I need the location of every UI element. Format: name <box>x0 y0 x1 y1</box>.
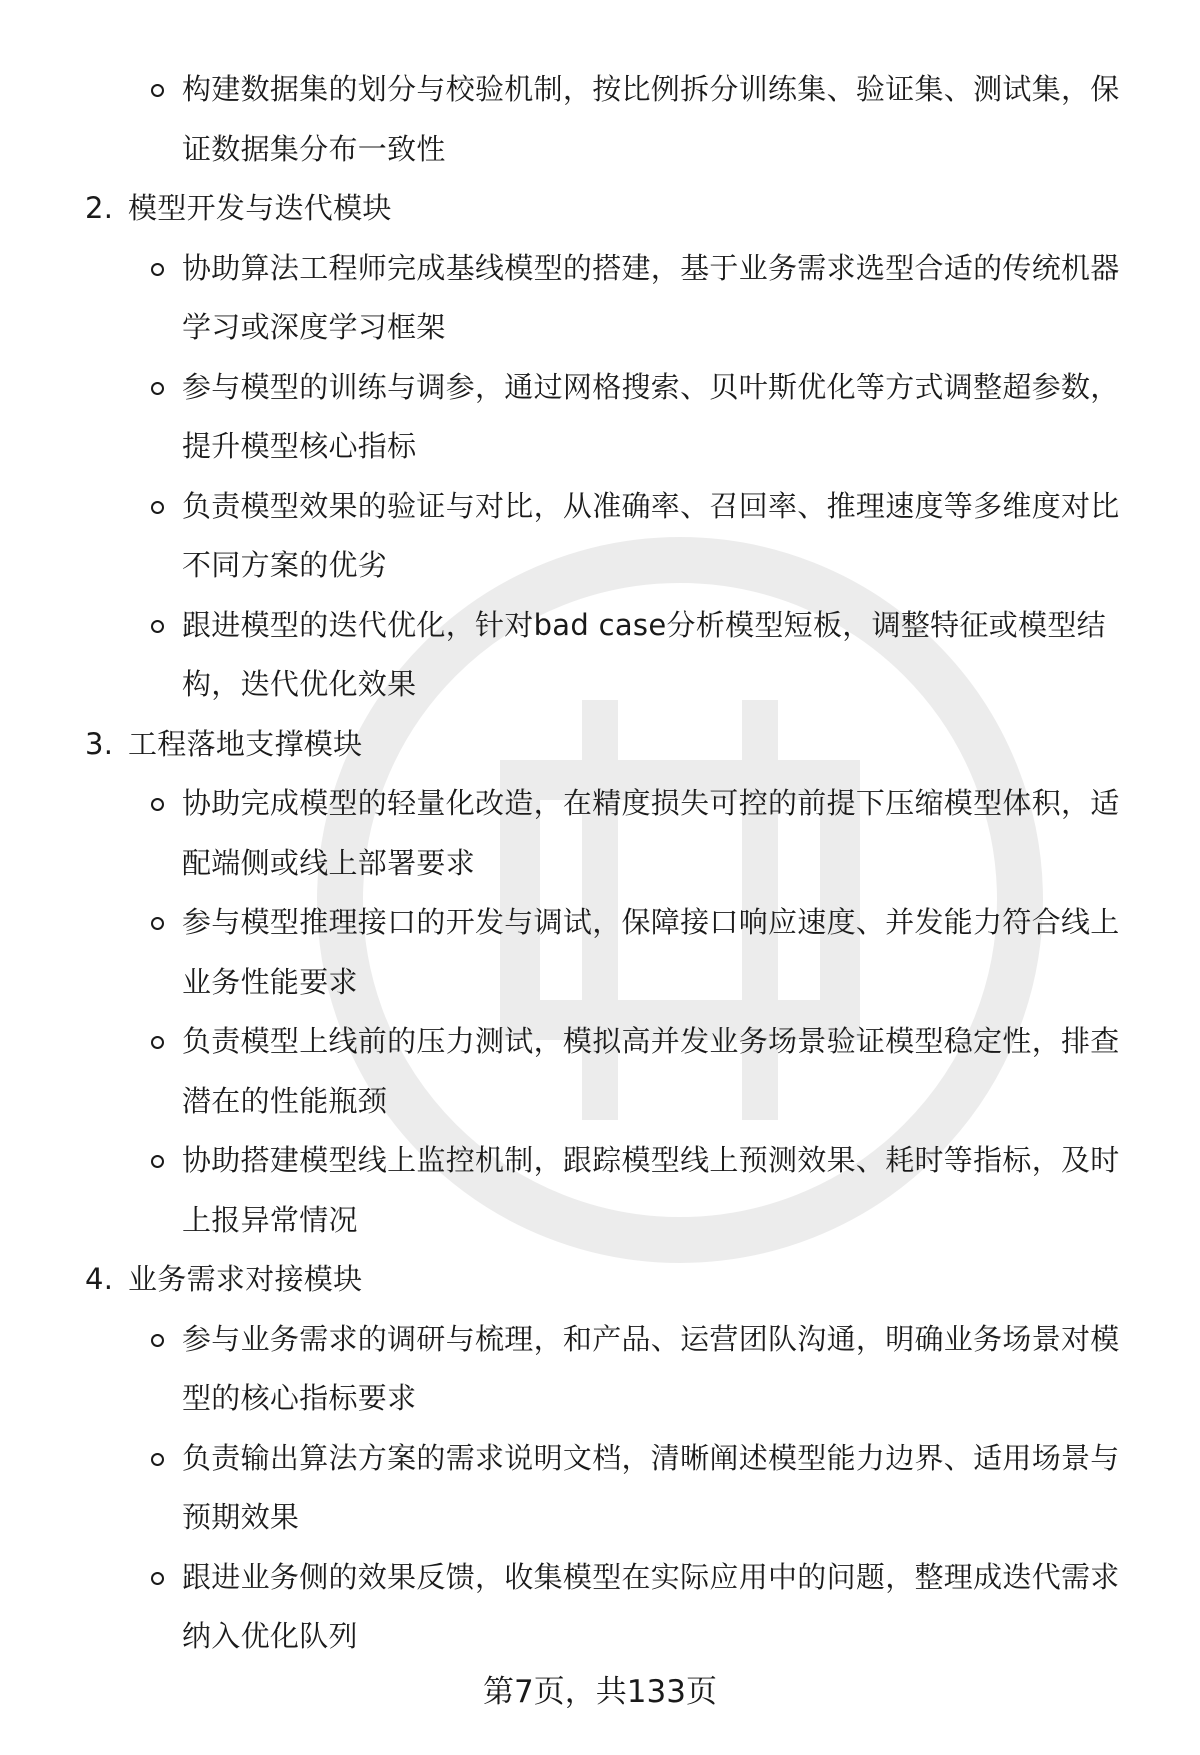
hollow-bullet-icon <box>151 382 164 395</box>
list-item-text: 潜在的性能瓶颈 <box>182 1083 388 1118</box>
page-number-label: 第7页，共133页 <box>483 1674 717 1710</box>
list-item-text: 负责模型上线前的压力测试，模拟高并发业务场景验证模型稳定性，排查 <box>182 1024 1120 1058</box>
section-heading <box>0 715 1200 775</box>
hollow-bullet-icon <box>151 1572 164 1585</box>
list-item-continuation <box>0 834 1200 894</box>
list-item-line <box>0 358 1200 418</box>
list-item-text: 构，迭代优化效果 <box>182 667 417 701</box>
list-item-continuation <box>0 655 1200 715</box>
document-content <box>0 60 1200 1667</box>
list-item-text: 跟进业务侧的效果反馈，收集模型在实际应用中的问题，整理成迭代需求 <box>182 1559 1120 1594</box>
list-item-text: 跟进模型的迭代优化，针对bad case分析模型短板，调整特征或模型结 <box>182 607 1106 642</box>
list-item-continuation <box>0 953 1200 1013</box>
section-title: 业务需求对接模块 <box>128 1262 363 1296</box>
list-item-text: 不同方案的优劣 <box>182 548 388 582</box>
hollow-bullet-icon <box>151 798 164 811</box>
list-item-text: 提升模型核心指标 <box>182 429 417 463</box>
section-number: 3. <box>85 726 114 761</box>
list-item-line <box>0 596 1200 656</box>
hollow-bullet-icon <box>151 917 164 930</box>
list-item-text: 证数据集分布一致性 <box>182 131 446 166</box>
list-item-continuation <box>0 536 1200 596</box>
list-item-line <box>0 1012 1200 1072</box>
hollow-bullet-icon <box>151 501 164 514</box>
list-item-continuation <box>0 417 1200 477</box>
list-item-text: 型的核心指标要求 <box>182 1381 417 1415</box>
list-item-continuation <box>0 1607 1200 1667</box>
section-number: 4. <box>85 1262 114 1296</box>
list-item-text: 负责输出算法方案的需求说明文档，清晰阐述模型能力边界、适用场景与 <box>182 1440 1120 1475</box>
hollow-bullet-icon <box>151 1155 164 1168</box>
list-item-text: 业务性能要求 <box>182 964 358 999</box>
list-item-line <box>0 1548 1200 1608</box>
hollow-bullet-icon <box>151 1453 164 1466</box>
list-item-line <box>0 1429 1200 1489</box>
list-item-text: 配端侧或线上部署要求 <box>182 845 476 880</box>
list-item-line <box>0 893 1200 953</box>
list-item-line <box>0 239 1200 299</box>
list-item-text: 预期效果 <box>182 1500 300 1534</box>
section-heading <box>0 1250 1200 1310</box>
list-item-text: 协助完成模型的轻量化改造，在精度损失可控的前提下压缩模型体积，适 <box>182 786 1120 820</box>
page-footer <box>0 1670 1200 1714</box>
section-number: 2. <box>85 191 114 225</box>
list-item-text: 纳入优化队列 <box>182 1619 358 1653</box>
list-item-text: 上报异常情况 <box>182 1202 358 1237</box>
list-item-line <box>0 1310 1200 1370</box>
list-item-text: 协助搭建模型线上监控机制，跟踪模型线上预测效果、耗时等指标，及时 <box>182 1143 1120 1177</box>
list-item-line <box>0 60 1200 120</box>
section-heading <box>0 179 1200 239</box>
list-item-line <box>0 774 1200 834</box>
hollow-bullet-icon <box>151 1334 164 1347</box>
list-item-text: 参与模型的训练与调参，通过网格搜索、贝叶斯优化等方式调整超参数， <box>182 369 1120 404</box>
list-item-continuation <box>0 120 1200 180</box>
list-item-text: 参与模型推理接口的开发与调试，保障接口响应速度、并发能力符合线上 <box>182 905 1120 939</box>
list-item-text: 构建数据集的划分与校验机制，按比例拆分训练集、验证集、测试集，保 <box>182 72 1120 106</box>
list-item-text: 参与业务需求的调研与梳理，和产品、运营团队沟通，明确业务场景对模 <box>182 1321 1120 1356</box>
list-item-line <box>0 477 1200 537</box>
list-item-text: 协助算法工程师完成基线模型的搭建，基于业务需求选型合适的传统机器 <box>182 250 1120 285</box>
hollow-bullet-icon <box>151 1036 164 1049</box>
hollow-bullet-icon <box>151 620 164 633</box>
list-item-text: 负责模型效果的验证与对比，从准确率、召回率、推理速度等多维度对比 <box>182 488 1120 523</box>
hollow-bullet-icon <box>151 84 164 97</box>
list-item-line <box>0 1131 1200 1191</box>
list-item-continuation <box>0 298 1200 358</box>
list-item-continuation <box>0 1191 1200 1251</box>
list-item-continuation <box>0 1072 1200 1132</box>
section-title: 工程落地支撑模块 <box>128 726 363 761</box>
list-item-continuation <box>0 1369 1200 1429</box>
hollow-bullet-icon <box>151 263 164 276</box>
list-item-continuation <box>0 1488 1200 1548</box>
list-item-text: 学习或深度学习框架 <box>182 310 446 344</box>
section-title: 模型开发与迭代模块 <box>128 191 392 225</box>
